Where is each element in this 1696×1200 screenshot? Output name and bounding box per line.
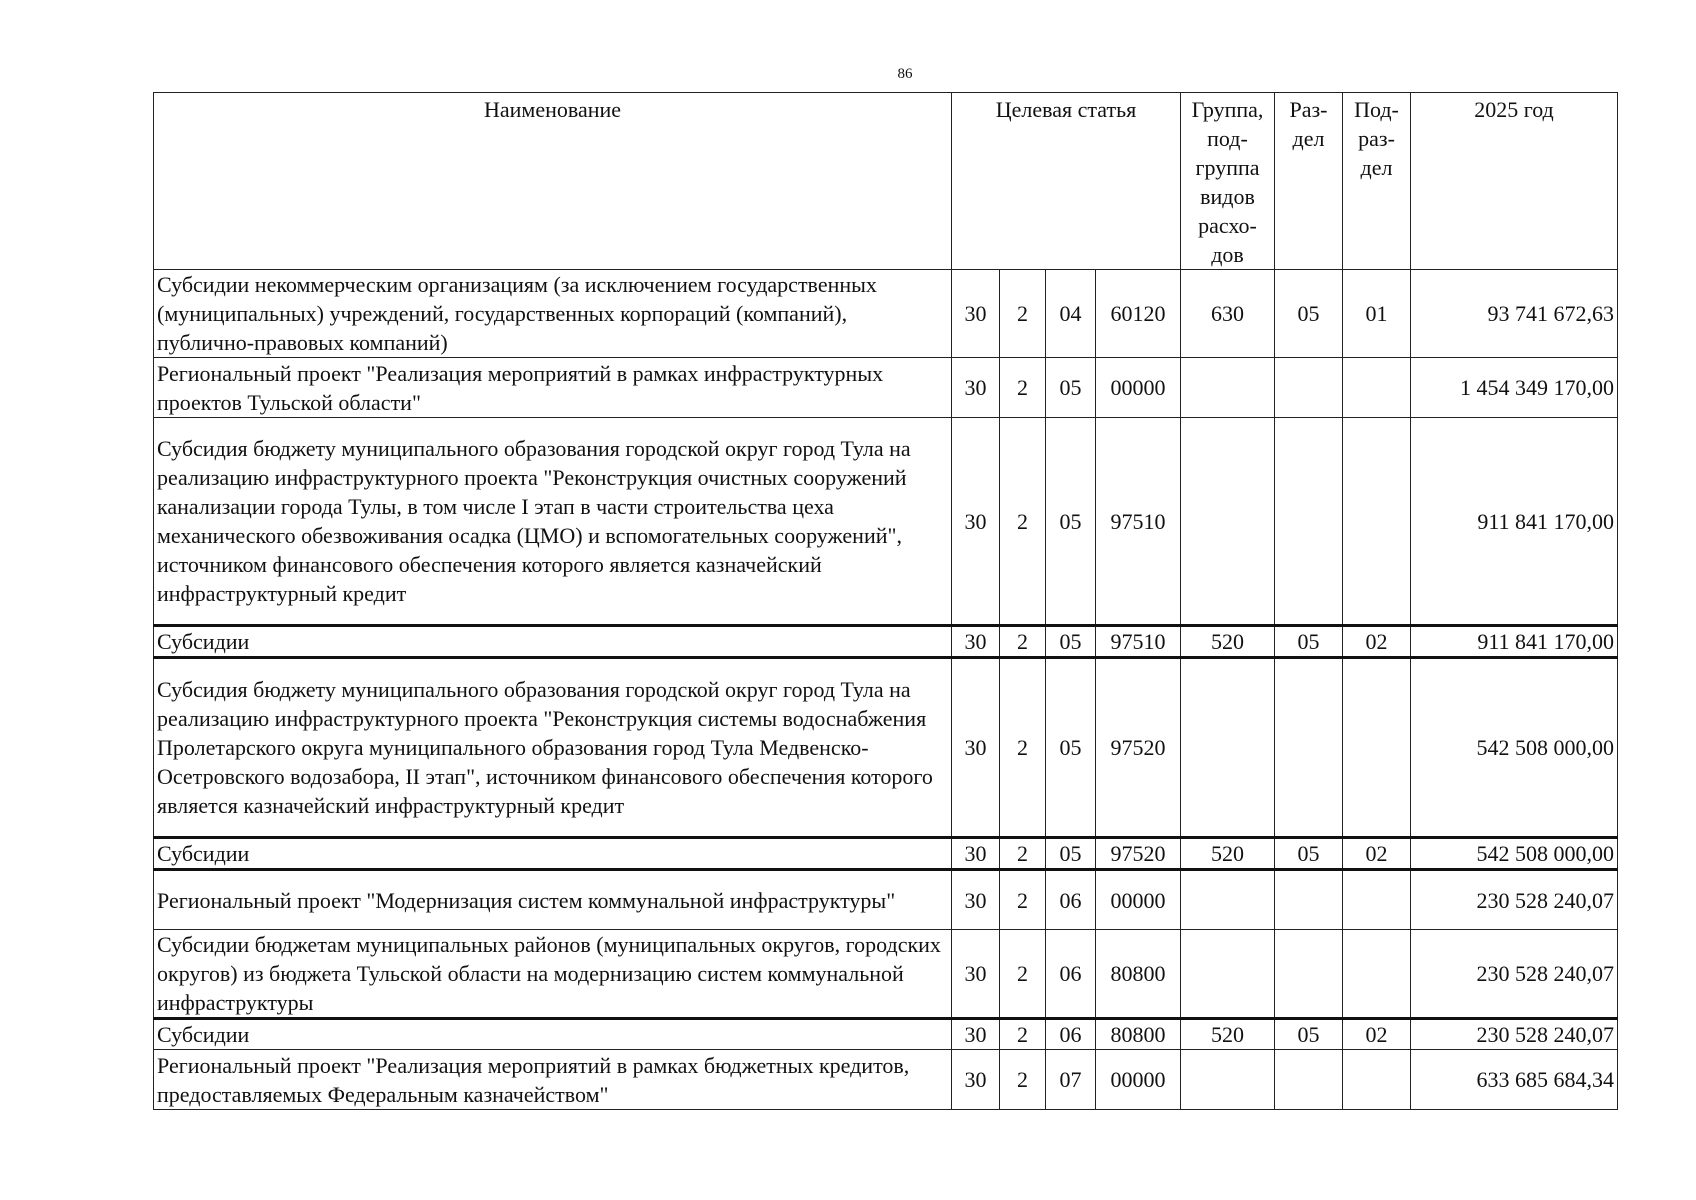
row-name: Региональный проект "Реализация мероприятий в рамках бюджетных кредитов, предоставляемых Федеральным казначейством" xyxy=(154,1050,952,1110)
row-code-4: 80800 xyxy=(1096,930,1181,1019)
row-code-1: 30 xyxy=(952,626,1000,658)
row-code-3: 05 xyxy=(1046,358,1096,418)
row-code-4: 00000 xyxy=(1096,870,1181,930)
row-code-3: 07 xyxy=(1046,1050,1096,1110)
header-year: 2025 год xyxy=(1411,93,1618,270)
row-section: 05 xyxy=(1275,1019,1343,1050)
row-code-4: 97520 xyxy=(1096,838,1181,870)
row-name: Субсидии xyxy=(154,838,952,870)
row-name: Региональный проект "Реализация мероприятий в рамках инфраструктурных проектов Тульской области" xyxy=(154,358,952,418)
header-name: Наименование xyxy=(154,93,952,270)
table-row xyxy=(154,930,1618,1019)
row-expense-group: 630 xyxy=(1181,270,1275,358)
table-row xyxy=(154,358,1618,418)
row-expense-group: 520 xyxy=(1181,626,1275,658)
row-code-2: 2 xyxy=(1000,1019,1046,1050)
row-code-2: 2 xyxy=(1000,1050,1046,1110)
row-name: Субсидия бюджету муниципального образования городской округ город Тула на реализацию инфраструктурного проекта "Реконструкция системы водоснабжения Пролетарского округа муниципального образования город Тула Медвенско-Осетровского водозабора, II этап", источником финансового обеспечения которого является казначейский инфраструктурный кредит xyxy=(154,658,952,838)
row-code-1: 30 xyxy=(952,1050,1000,1110)
row-code-1: 30 xyxy=(952,870,1000,930)
header-row xyxy=(154,93,1618,270)
row-name: Субсидии xyxy=(154,626,952,658)
row-section xyxy=(1275,418,1343,626)
row-expense-group xyxy=(1181,930,1275,1019)
row-section xyxy=(1275,930,1343,1019)
row-code-4: 80800 xyxy=(1096,1019,1181,1050)
row-code-1: 30 xyxy=(952,270,1000,358)
row-code-2: 2 xyxy=(1000,658,1046,838)
row-subsection xyxy=(1343,418,1411,626)
row-section: 05 xyxy=(1275,626,1343,658)
header-subsection: Под-раз-дел xyxy=(1343,93,1411,270)
row-section xyxy=(1275,1050,1343,1110)
row-code-1: 30 xyxy=(952,1019,1000,1050)
row-code-3: 06 xyxy=(1046,870,1096,930)
row-code-2: 2 xyxy=(1000,418,1046,626)
row-subsection: 02 xyxy=(1343,1019,1411,1050)
table-row xyxy=(154,870,1618,930)
header-target-article: Целевая статья xyxy=(952,93,1181,270)
table-row xyxy=(154,1019,1618,1050)
row-code-3: 04 xyxy=(1046,270,1096,358)
row-expense-group xyxy=(1181,1050,1275,1110)
row-subsection: 02 xyxy=(1343,838,1411,870)
row-section xyxy=(1275,358,1343,418)
row-subsection xyxy=(1343,1050,1411,1110)
row-code-1: 30 xyxy=(952,930,1000,1019)
row-subsection xyxy=(1343,870,1411,930)
row-section: 05 xyxy=(1275,838,1343,870)
row-subsection xyxy=(1343,658,1411,838)
row-code-3: 06 xyxy=(1046,930,1096,1019)
row-code-3: 06 xyxy=(1046,1019,1096,1050)
row-expense-group: 520 xyxy=(1181,1019,1275,1050)
row-code-3: 05 xyxy=(1046,418,1096,626)
row-amount: 93 741 672,63 xyxy=(1411,270,1618,358)
row-amount: 911 841 170,00 xyxy=(1411,418,1618,626)
row-code-4: 00000 xyxy=(1096,358,1181,418)
row-code-3: 05 xyxy=(1046,838,1096,870)
row-amount: 230 528 240,07 xyxy=(1411,930,1618,1019)
row-amount: 911 841 170,00 xyxy=(1411,626,1618,658)
row-code-2: 2 xyxy=(1000,358,1046,418)
row-code-3: 05 xyxy=(1046,626,1096,658)
table-row xyxy=(154,626,1618,658)
row-name: Субсидия бюджету муниципального образования городской округ город Тула на реализацию инфраструктурного проекта "Реконструкция очистных сооружений канализации города Тулы, в том числе I этап в части строительства цеха механического обезвоживания осадка (ЦМО) и вспомогательных сооружений", источником финансового обеспечения которого является казначейский инфраструктурный кредит xyxy=(154,418,952,626)
row-subsection: 02 xyxy=(1343,626,1411,658)
row-amount: 230 528 240,07 xyxy=(1411,1019,1618,1050)
table-row xyxy=(154,838,1618,870)
page-number: 86 xyxy=(897,66,913,82)
row-expense-group: 520 xyxy=(1181,838,1275,870)
row-amount: 633 685 684,34 xyxy=(1411,1050,1618,1110)
row-code-4: 00000 xyxy=(1096,1050,1181,1110)
row-section xyxy=(1275,658,1343,838)
row-code-4: 97510 xyxy=(1096,626,1181,658)
row-code-4: 97510 xyxy=(1096,418,1181,626)
row-expense-group xyxy=(1181,870,1275,930)
row-code-1: 30 xyxy=(952,838,1000,870)
row-code-1: 30 xyxy=(952,418,1000,626)
row-code-2: 2 xyxy=(1000,626,1046,658)
row-name: Субсидии некоммерческим организациям (за исключением государственных (муниципальных) учреждений, государственных корпораций (компаний), публично-правовых компаний) xyxy=(154,270,952,358)
row-expense-group xyxy=(1181,358,1275,418)
row-amount: 1 454 349 170,00 xyxy=(1411,358,1618,418)
row-code-1: 30 xyxy=(952,658,1000,838)
budget-table xyxy=(153,92,1618,1110)
row-code-4: 60120 xyxy=(1096,270,1181,358)
table-row xyxy=(154,658,1618,838)
row-section: 05 xyxy=(1275,270,1343,358)
row-name: Субсидии xyxy=(154,1019,952,1050)
row-code-2: 2 xyxy=(1000,870,1046,930)
row-code-2: 2 xyxy=(1000,270,1046,358)
row-code-1: 30 xyxy=(952,358,1000,418)
row-expense-group xyxy=(1181,658,1275,838)
table-row xyxy=(154,1050,1618,1110)
row-section xyxy=(1275,870,1343,930)
row-subsection: 01 xyxy=(1343,270,1411,358)
header-section: Раз-дел xyxy=(1275,93,1343,270)
row-subsection xyxy=(1343,358,1411,418)
row-subsection xyxy=(1343,930,1411,1019)
row-amount: 542 508 000,00 xyxy=(1411,838,1618,870)
table-row xyxy=(154,270,1618,358)
row-amount: 542 508 000,00 xyxy=(1411,658,1618,838)
row-code-2: 2 xyxy=(1000,838,1046,870)
row-amount: 230 528 240,07 xyxy=(1411,870,1618,930)
row-code-3: 05 xyxy=(1046,658,1096,838)
row-expense-group xyxy=(1181,418,1275,626)
row-code-2: 2 xyxy=(1000,930,1046,1019)
row-name: Субсидии бюджетам муниципальных районов (муниципальных округов, городских округов) из бюджета Тульской области на модернизацию систем коммунальной инфраструктуры xyxy=(154,930,952,1019)
row-code-4: 97520 xyxy=(1096,658,1181,838)
row-name: Региональный проект "Модернизация систем коммунальной инфраструктуры" xyxy=(154,870,952,930)
header-expense-group: Группа, под-группа видов расхо-дов xyxy=(1181,93,1275,270)
table-row xyxy=(154,418,1618,626)
